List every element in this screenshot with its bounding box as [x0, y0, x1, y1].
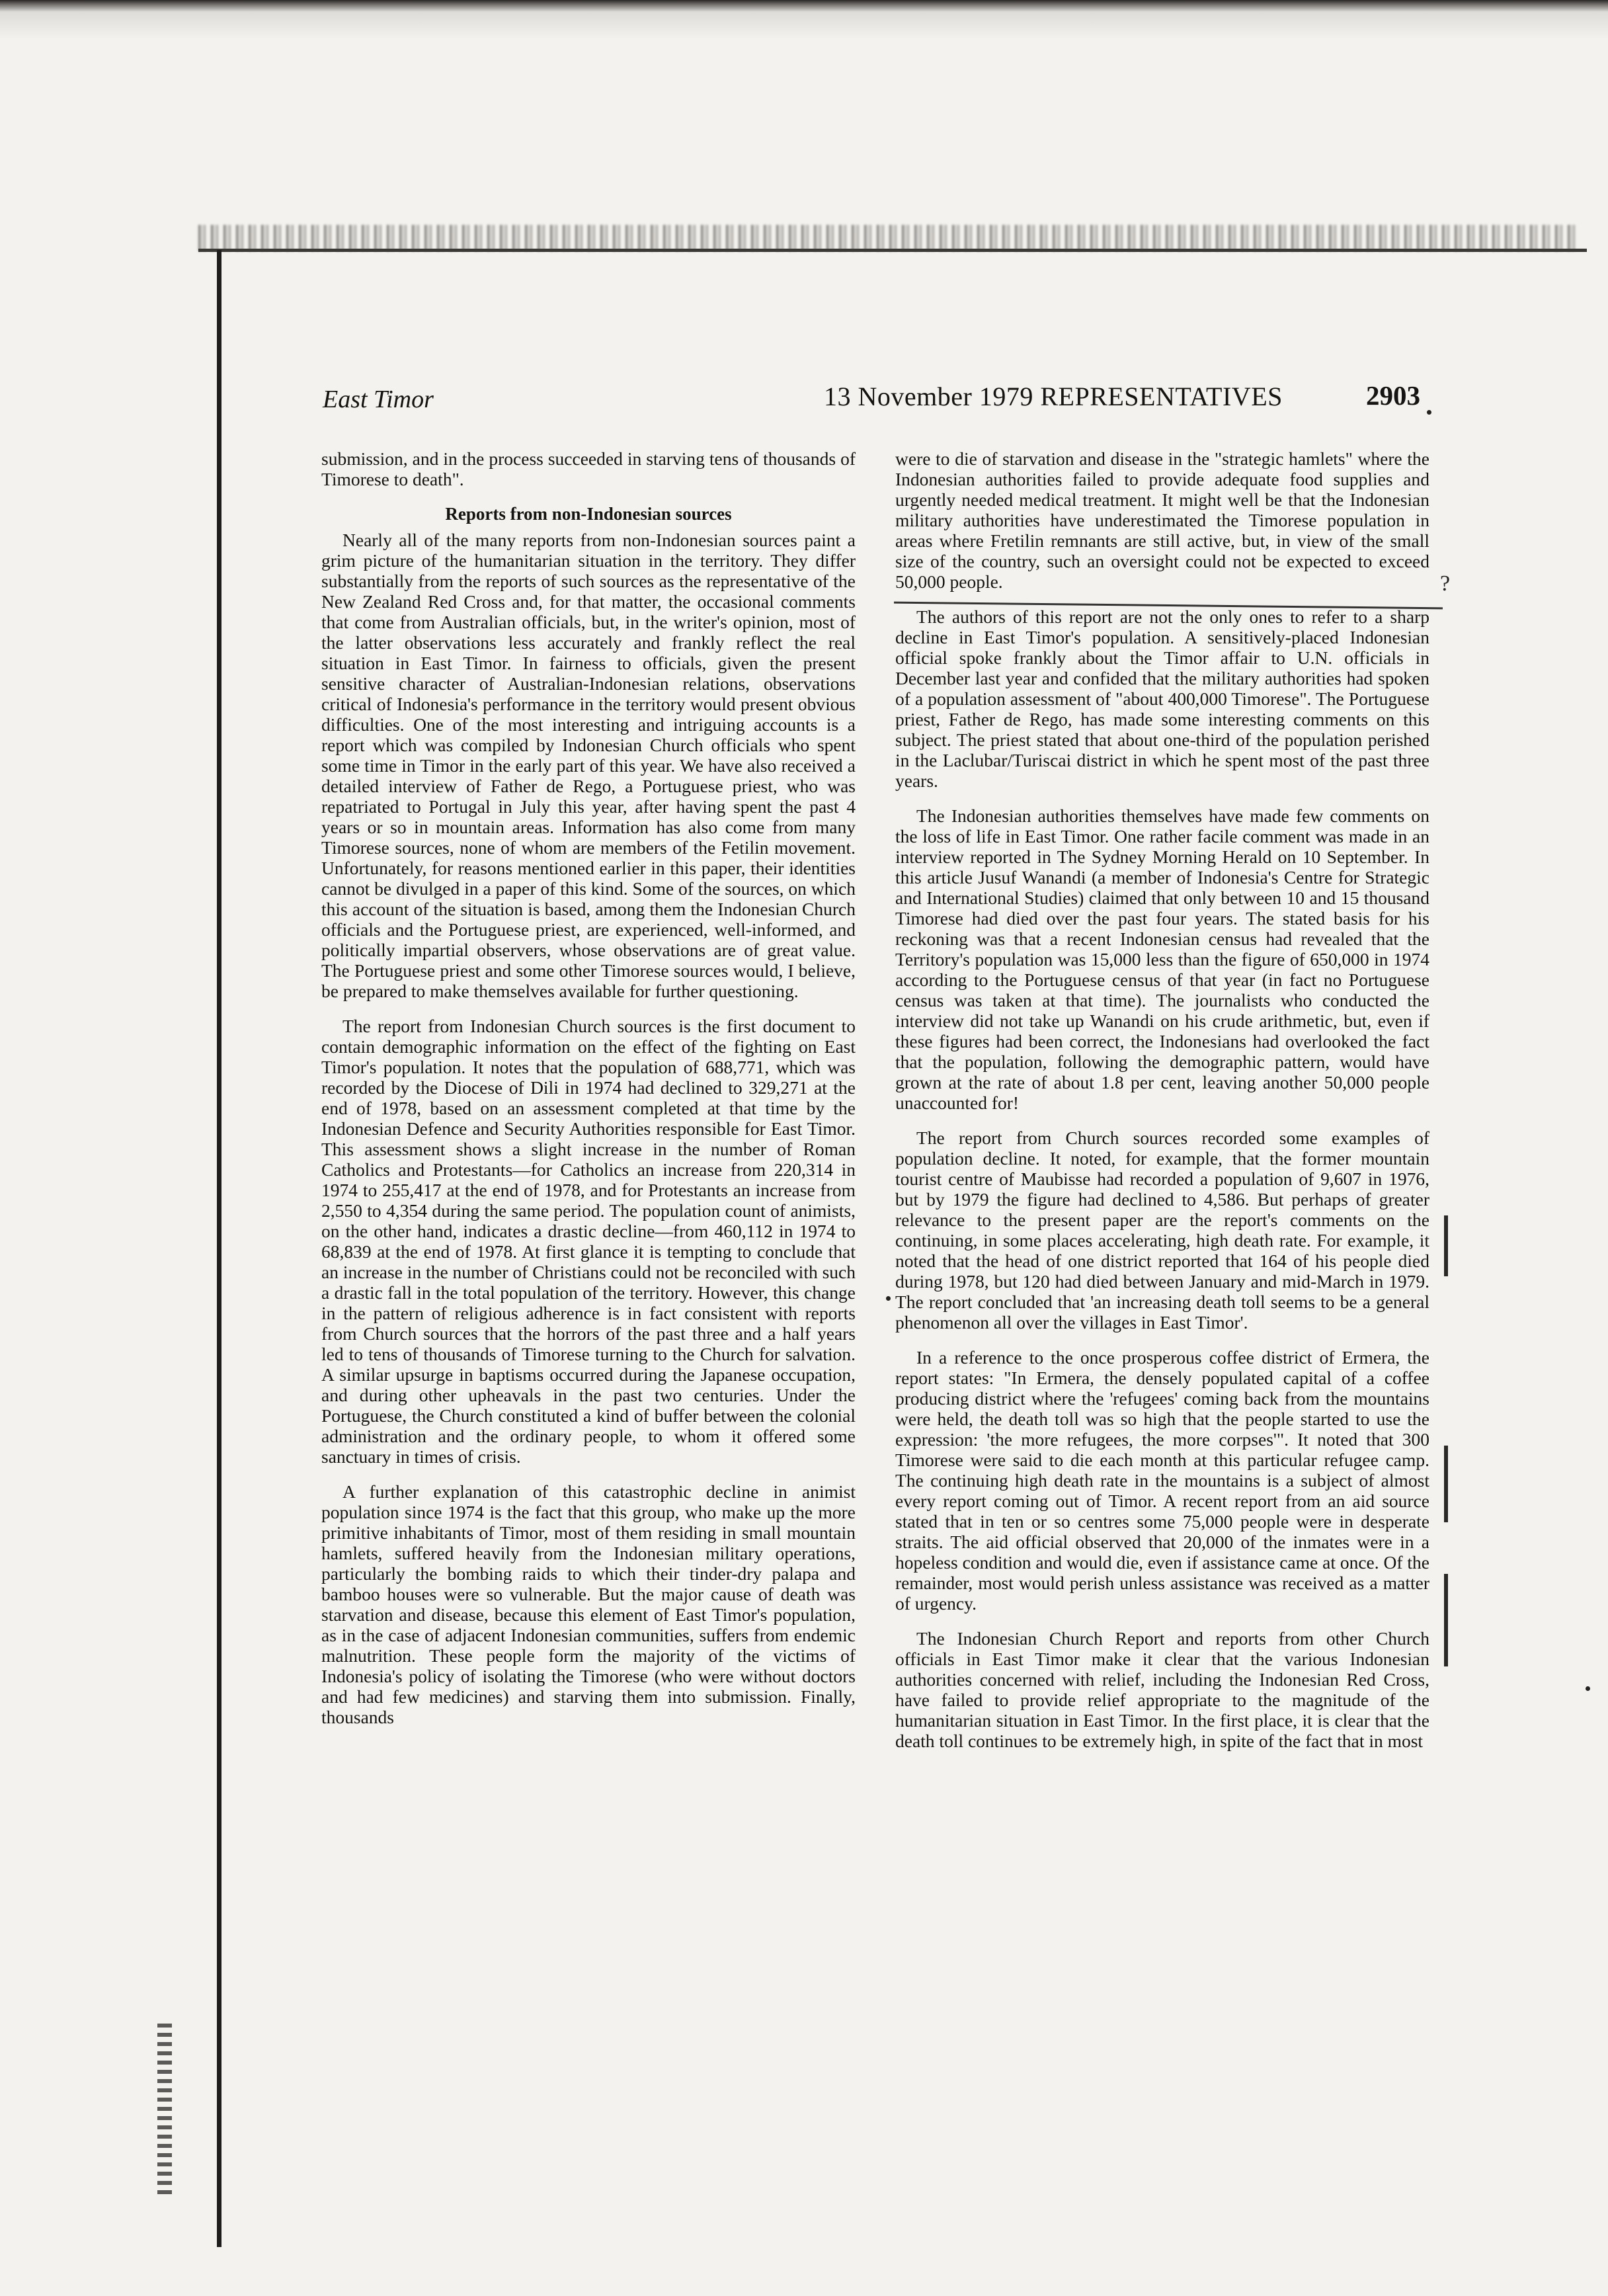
margin-bracket: [1444, 1215, 1448, 1276]
scan-edge-line: [198, 249, 1587, 252]
right-paragraph-5: The Indonesian Church Report and reports from other Church officials in East Timor make it clear that the various Indonesian authorities concerned with relief, including the Indonesian Red Cross, have failed to provide relief appropriate to the magnitude of the humanitarian situation in East Timor. In the first place, it is clear that the death toll continues to be extremely high, in spite of the fact that in most: [895, 1628, 1429, 1751]
right-paragraph-1: The authors of this report are not the only ones to refer to a sharp decline in East Timor's population. A sensitively-placed Indonesian official spoke frankly about the Timor affair to U.N. officials in December last year and confided that the military authorities had spoken of a population assessment of "about 400,000 Timorese". The Portuguese priest, Father de Rego, has made some interesting comments on this subject. The priest stated that about one-third of the population perished in the Laclubar/Turiscai district in which he spent most of the past three years.: [895, 606, 1429, 791]
binding-specks: [157, 2024, 172, 2195]
page-number: 2903: [1366, 380, 1420, 411]
binding-line: [217, 250, 221, 2247]
date-line: 13 November 1979 REPRESENTATIVES: [824, 382, 1283, 411]
left-paragraph-0: submission, and in the process succeeded in starving tens of thousands of Timorese to death".: [321, 448, 856, 489]
right-paragraph-0: were to die of starvation and disease in the "strategic hamlets" where the Indonesian authorities failed to provide adequate food supplies and urgently needed medical treatment. It might well be that the Indonesian military authorities have underestimated the Timorese population in areas where Fretilin remnants are still active, but, in view of the small size of the country, such an oversight could not be expected to exceed 50,000 people.: [895, 448, 1429, 592]
scan-noise-band: [198, 225, 1580, 251]
section-heading: Reports from non-Indonesian sources: [445, 504, 732, 524]
left-column: [321, 448, 856, 1742]
right-paragraph-2: The Indonesian authorities themselves have made few comments on the loss of life in East Timor. One rather facile comment was made in an interview reported in The Sydney Morning Herald on 10 September. In this article Jusuf Wanandi (a member of Indonesia's Centre for Strategic and International Studies) claimed that only between 10 and 15 thousand Timorese had died over the past four years. The stated basis for his reckoning was that a recent Indonesian census had revealed that the Territory's population was 15,000 less than the figure of 650,000 in 1974 according to the Portuguese census of that year (in fact no Portuguese census was taken at that time). The journalists who conducted the interview did not take up Wanandi on his crude arithmetic, but, even if these figures had been correct, the Indonesians had overlooked the fact that the population, following the demographic pattern, would have grown at the rate of about 1.8 per cent, leaving another 50,000 people unaccounted for!: [895, 805, 1429, 1113]
page-header: [323, 376, 1433, 415]
margin-dot: [1427, 410, 1431, 415]
right-paragraph-3: The report from Church sources recorded some examples of population decline. It noted, for example, that the former mountain tourist centre of Maubisse had recorded a population of 9,607 in 1976, but by 1979 the figure had declined to 4,586. But perhaps of greater relevance to the present paper are the report's comments on the continuing, in some places accelerating, high death rate. For example, it noted that the head of one district reported that 164 of his people died during 1978, but 120 had died between January and mid-March in 1979. The report concluded that 'an increasing death toll seems to be a general phenomenon all over the villages in East Timor'.: [895, 1128, 1429, 1332]
margin-dot: [1586, 1686, 1590, 1691]
left-paragraph-2: The report from Indonesian Church sources is the first document to contain demographic information on the effect of the fighting on East Timor's population. It notes that the population of 688,771, which was recorded by the Diocese of Dili in 1974 had declined to 329,271 at the end of 1978, based on an assessment completed at that time by the Indonesian Defence and Security Authorities responsible for East Timor. This assessment shows a slight increase in the number of Roman Catholics and Protestants—for Catholics an increase from 220,314 in 1974 to 255,417 at the end of 1978, and for Protestants an increase from 2,550 to 4,354 during the same period. The population count of animists, on the other hand, indicates a drastic decline—from 460,112 in 1974 to 68,839 at the end of 1978. At first glance it is tempting to conclude that an increase in the number of Christians could not be reconciled with such a drastic fall in the total population of the territory. However, this change in the pattern of religious adherence is in fact consistent with reports from Church sources that the horrors of the past three and a half years led to tens of thousands of Timorese turning to the Church for salvation. A similar upsurge in baptisms occurred during the Japanese occupation, and during other upheavals in the past two centuries. Under the Portuguese, the Church constituted a kind of buffer between the colonial administration and the ordinary people, to whom it offered some sanctuary in times of crisis.: [321, 1016, 856, 1467]
margin-bracket: [1444, 1446, 1448, 1522]
margin-question-mark: ?: [1440, 571, 1451, 596]
right-paragraph-4: In a reference to the once prosperous coffee district of Ermera, the report states: "In Ermera, the densely populated capital of a coffee producing district where the 'refugees' coming back from the mountains were held, the death toll was so high that the people started to use the expression: 'the more refugees, the more corpses'". It noted that 300 Timorese were said to die each month at this particular refugee camp. The continuing high death rate in the mountains is a subject of almost every report coming out of Timor. A recent report from an aid source stated that in ten or so centres some 75,000 people were in desperate straits. The aid official observed that 20,000 of the inmates were in a hopeless condition and would die, even if assistance came at once. Of the remainder, most would perish unless assistance was received as a matter of urgency.: [895, 1347, 1429, 1614]
left-paragraph-1: Nearly all of the many reports from non-Indonesian sources paint a grim picture of the humanitarian situation in the territory. They differ substantially from the reports of such sources as the representative of the New Zealand Red Cross and, for that matter, the occasional comments that come from Australian officials, but, in the writer's opinion, most of the latter observations less accurately and frankly reflect the real situation in East Timor. In fairness to officials, given the present sensitive character of Australian-Indonesian relations, observations critical of Indonesia's performance in the territory would present obvious difficulties. One of the most interesting and intriguing accounts is a report which was compiled by Indonesian Church officials who spent some time in Timor in the early part of this year. We have also received a detailed interview of Father de Rego, a Portuguese priest, who was repatriated to Portugal in July this year, after having spent the past 4 years or so in mountain areas. Information has also come from many Timorese sources, none of whom are members of the Fetilin movement. Unfortunately, for reasons mentioned earlier in this paper, their identities cannot be divulged in a paper of this kind. Some of the sources, on which this account of the situation is based, among them the Indonesian Church officials and the Portuguese priest, are experienced, well-informed, and politically impartial observers, whose observations are of great value. The Portuguese priest and some other Timorese sources would, I believe, be prepared to make themselves available for further questioning.: [321, 530, 856, 1001]
scan-shadow-top: [0, 0, 1608, 40]
margin-bracket: [1444, 1574, 1448, 1666]
left-paragraph-3: A further explanation of this catastrophic decline in animist population since 1974 is the fact that this group, who make up the more primitive inhabitants of Timor, most of them residing in small mountain hamlets, suffered heavily from the Indonesian military operations, particularly the bombing raids to which their tinder-dry palapa and bamboo houses were so vulnerable. But the major cause of death was starvation and disease, because this element of East Timor's population, as in the case of adjacent Indonesian communities, suffers from endemic malnutrition. These people form the majority of the victims of Indonesia's policy of isolating the Timorese (who were without doctors and had few medicines) and starving them into submission. Finally, thousands: [321, 1481, 856, 1727]
running-head: East Timor: [323, 386, 434, 413]
right-column: [895, 448, 1429, 1766]
margin-dot: [886, 1296, 891, 1301]
